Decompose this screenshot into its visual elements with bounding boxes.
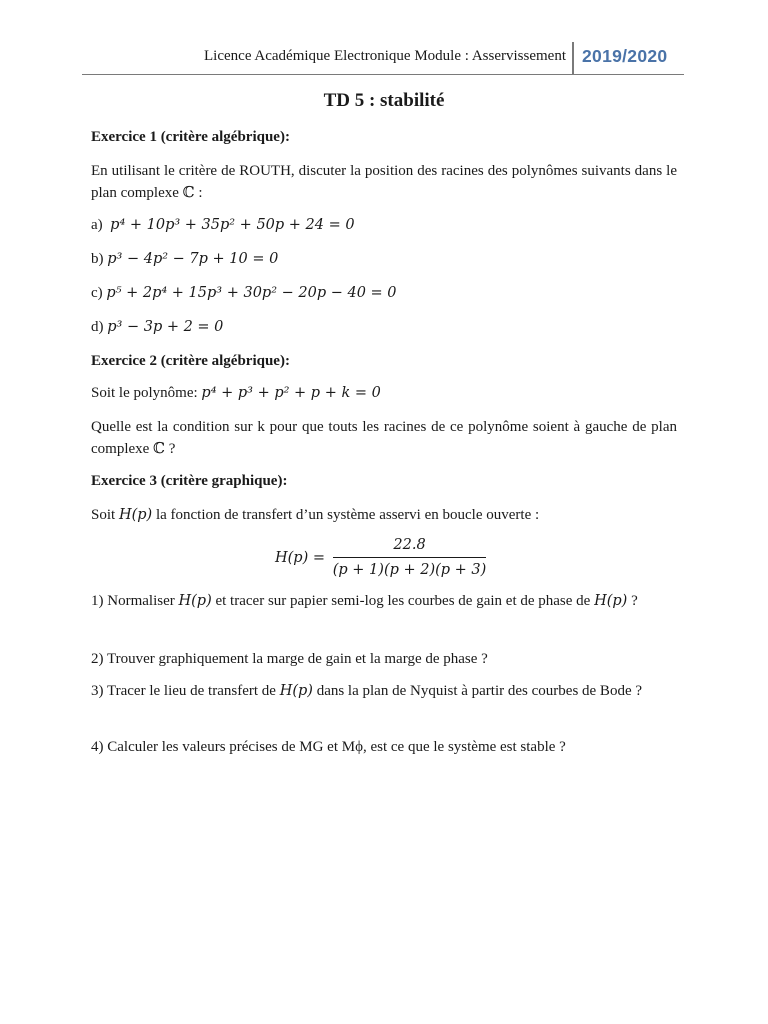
- ex3-q1-a: 1) Normaliser: [91, 593, 175, 609]
- ex1-item-a-math: p⁴ + 10p³ + 35p² + 50p + 24 = 0: [110, 217, 355, 233]
- ex1-item-b: [91, 248, 278, 270]
- ex3-question-3: [91, 680, 677, 702]
- ex3-q3-b: dans la plan de Nyquist à partir des courbes de Bode ?: [316, 683, 643, 699]
- header-year: 2019/2020: [582, 46, 668, 66]
- header-separator: [572, 42, 574, 74]
- ex3-question-1: [91, 590, 677, 612]
- header-course: Licence Académique Electronique Module : Asservissement: [204, 48, 566, 64]
- ex1-item-a-label: a): [91, 217, 103, 233]
- equation-lhs: H(p) =: [275, 549, 325, 566]
- ex1-item-c-math: p⁵ + 2p⁴ + 15p³ + 30p² − 20p − 40 = 0: [106, 285, 397, 301]
- ex3-q1-b: et tracer sur papier semi-log les courbes de gain et de phase de: [215, 593, 591, 609]
- ex1-item-d-math: p³ − 3p + 2 = 0: [107, 319, 224, 335]
- ex1-item-d: [91, 316, 223, 338]
- transfer-function-equation: [275, 534, 486, 581]
- ex2-poly: p⁴ + p³ + p² + p + k = 0: [201, 385, 381, 401]
- ex3-heading: Exercice 3 (critère graphique):: [91, 473, 288, 489]
- ex3-intro-line: [91, 504, 539, 526]
- ex3-q3-a: 3) Tracer le lieu de transfert de: [91, 683, 276, 699]
- equation-denominator: (p + 1)(p + 2)(p + 3): [332, 562, 487, 578]
- ex3-intro-pre: Soit: [91, 507, 116, 523]
- ex2-intro-line: [91, 382, 381, 404]
- page-header: [82, 42, 684, 75]
- page-title: TD 5 : stabilité: [323, 90, 445, 111]
- ex1-item-a: [91, 214, 355, 236]
- ex1-item-b-label: b): [91, 251, 104, 267]
- ex3-question-4: 4) Calculer les valeurs précises de MG et Mϕ, est ce que le système est stable ?: [91, 739, 566, 755]
- ex3-q1-fn: H(p): [178, 593, 212, 609]
- ex1-heading: Exercice 1 (critère algébrique):: [91, 129, 290, 145]
- ex3-intro-post: la fonction de transfert d’un système asservi en boucle ouverte :: [155, 507, 540, 523]
- ex3-q1-c: ?: [627, 593, 638, 609]
- equation-numerator: 22.8: [333, 534, 487, 558]
- ex2-heading: Exercice 2 (critère algébrique):: [91, 353, 290, 369]
- ex3-q1-fn2: H(p): [594, 593, 628, 609]
- ex1-item-c-label: c): [91, 285, 103, 301]
- ex3-intro-fn: H(p): [118, 507, 153, 523]
- ex2-intro: Soit le polynôme:: [91, 385, 198, 401]
- ex3-q3-fn: H(p): [279, 683, 313, 699]
- ex1-item-d-label: d): [91, 319, 104, 335]
- ex1-item-c: [91, 282, 397, 304]
- equation-fraction: [333, 534, 487, 581]
- ex1-item-b-math: p³ − 4p² − 7p + 10 = 0: [107, 251, 279, 267]
- ex3-question-2: 2) Trouver graphiquement la marge de gain et la marge de phase ?: [91, 651, 488, 667]
- ex1-intro: En utilisant le critère de ROUTH, discuter la position des racines des polynômes suivants dans le plan complexe ℂ :: [91, 163, 677, 201]
- ex2-question: Quelle est la condition sur k pour que touts les racines de ce polynôme soient à gauche de plan complexe ℂ ?: [91, 419, 677, 457]
